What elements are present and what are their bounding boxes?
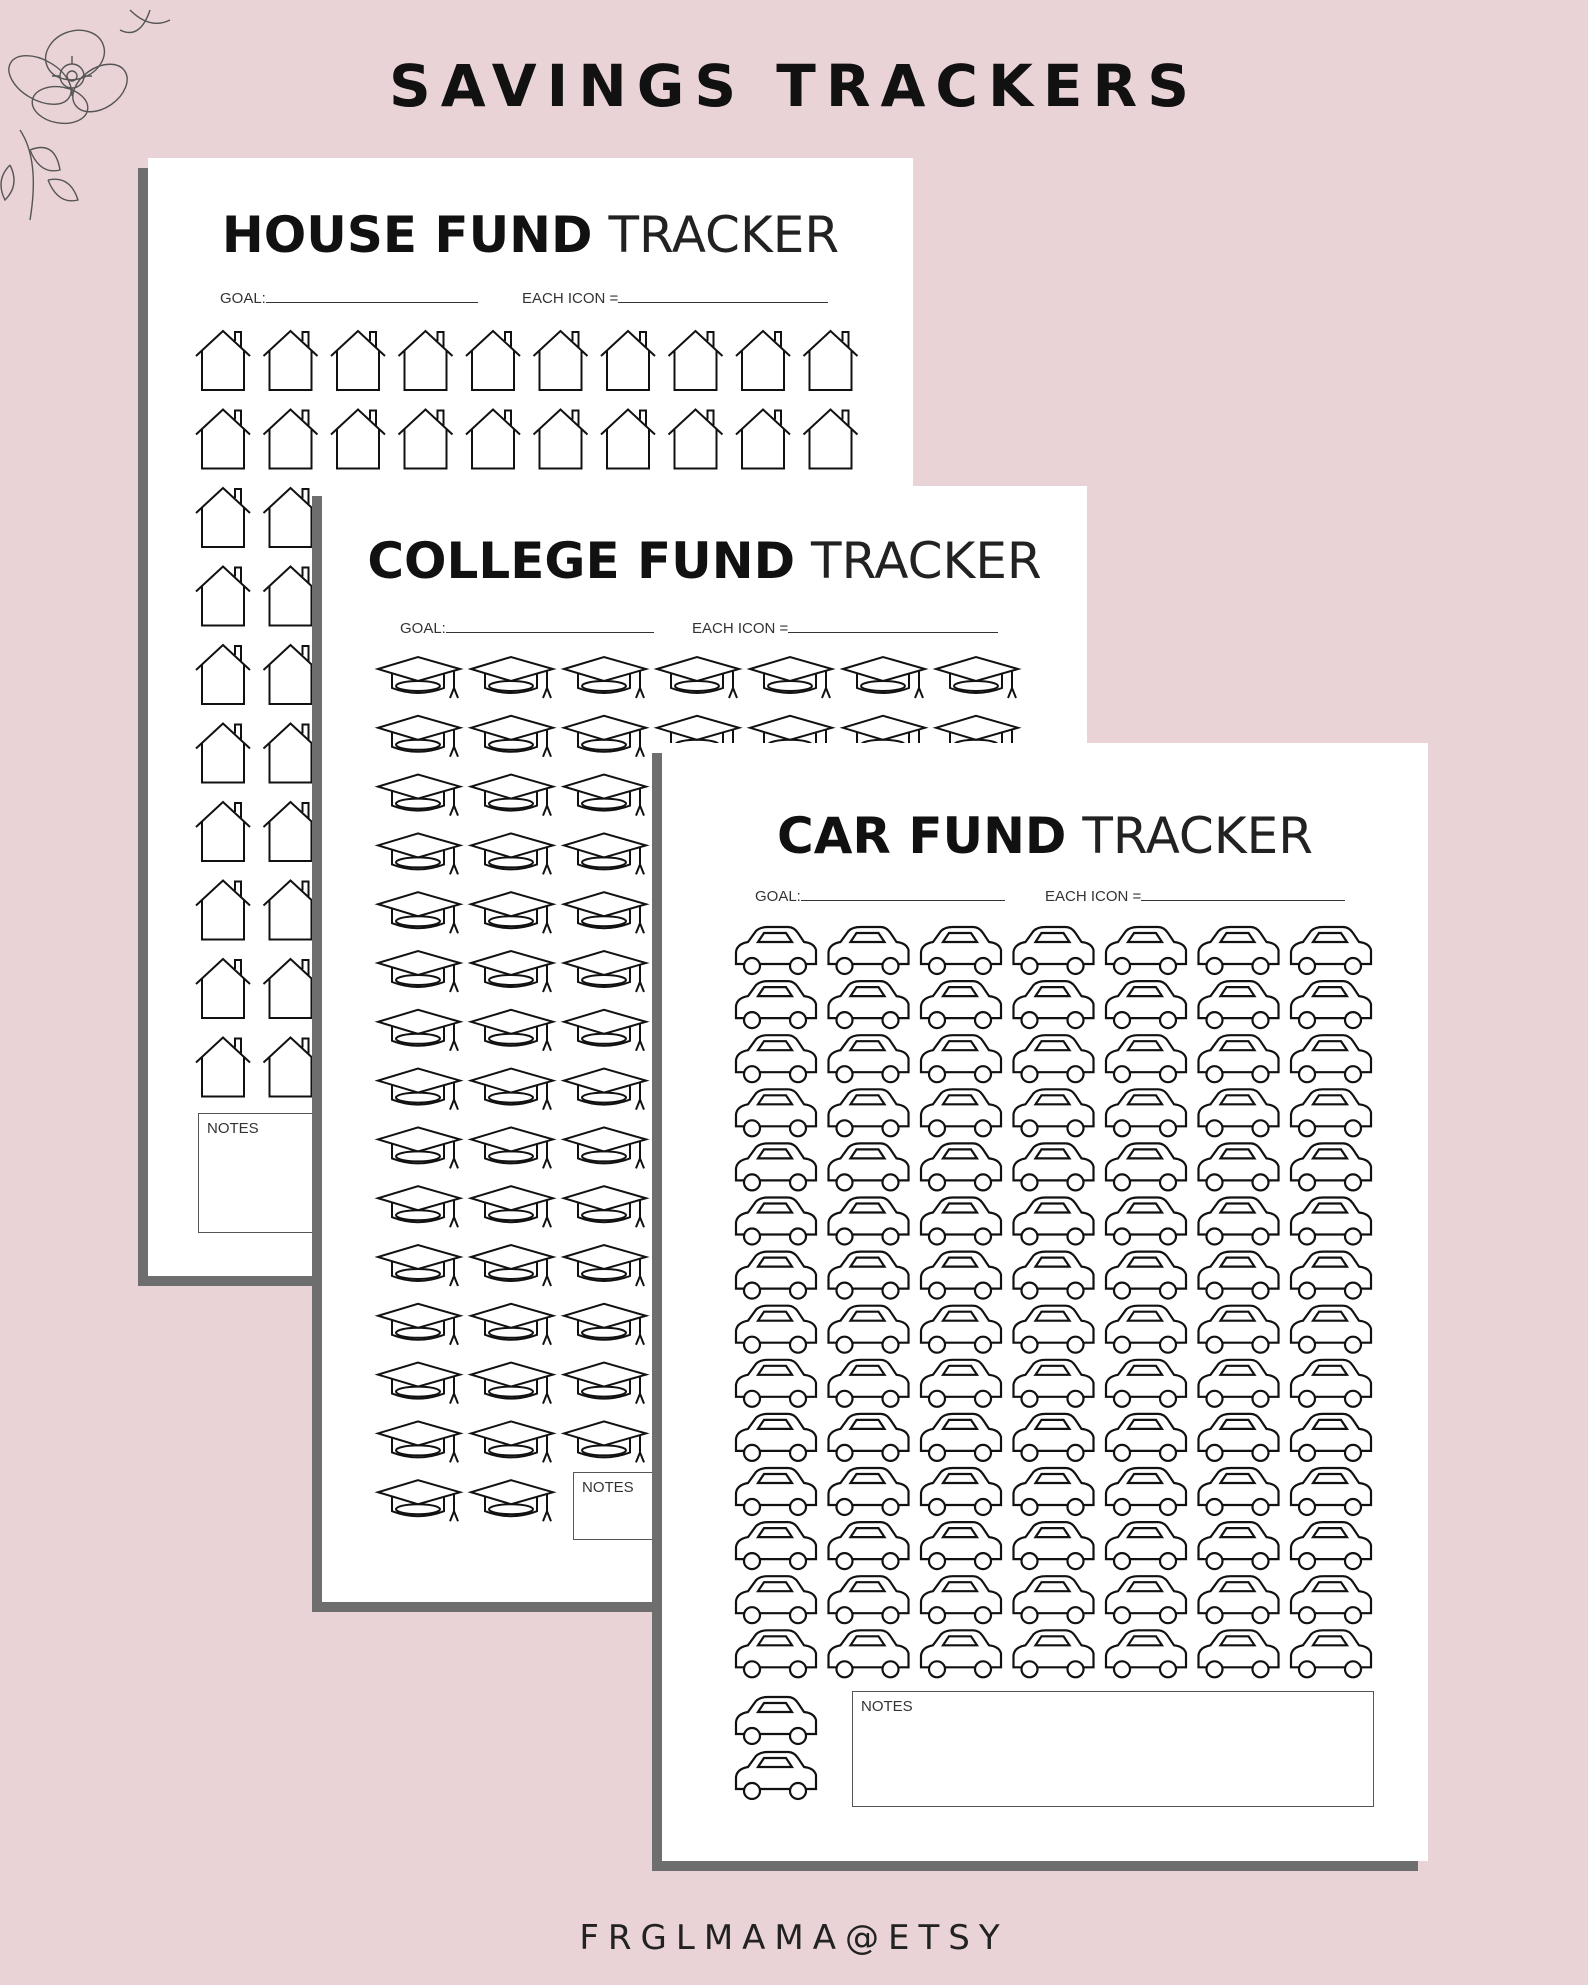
car-icon[interactable] [921, 1468, 1001, 1515]
car-icon[interactable] [829, 1360, 909, 1407]
graduation-cap-icon[interactable] [378, 1245, 460, 1286]
car-icon[interactable] [736, 1697, 816, 1744]
goal-label: GOAL: [755, 888, 801, 905]
car-icon[interactable] [1291, 1522, 1371, 1569]
house-icon[interactable] [669, 331, 723, 390]
car-icon[interactable] [1014, 1576, 1094, 1623]
car-icon[interactable] [829, 1089, 909, 1136]
goal-label: GOAL: [220, 290, 266, 307]
car-icon[interactable] [736, 1752, 816, 1799]
graduation-cap-icon[interactable] [471, 1304, 553, 1345]
graduation-cap-icon[interactable] [564, 892, 646, 933]
house-icon[interactable] [264, 724, 318, 783]
car-icon[interactable] [1199, 1143, 1279, 1190]
car-icon[interactable] [736, 1360, 816, 1407]
car-icon[interactable] [736, 1468, 816, 1515]
car-icon[interactable] [1106, 1143, 1186, 1190]
car-icon[interactable] [1199, 927, 1279, 974]
house-icon[interactable] [196, 331, 250, 390]
car-icon[interactable] [921, 1576, 1001, 1623]
car-icon[interactable] [1291, 1306, 1371, 1353]
house-icon[interactable] [331, 410, 385, 469]
notes-label: NOTES [582, 1479, 634, 1496]
house-icon[interactable] [196, 410, 250, 469]
car-icon[interactable] [921, 1252, 1001, 1299]
car-icon[interactable] [921, 1035, 1001, 1082]
car-icon[interactable] [829, 1576, 909, 1623]
car-icon[interactable] [736, 927, 816, 974]
car-icon[interactable] [1106, 1252, 1186, 1299]
car-icon[interactable] [1014, 1468, 1094, 1515]
graduation-cap-icon[interactable] [471, 1186, 553, 1227]
house-icon[interactable] [804, 410, 858, 469]
car-icon[interactable] [1106, 927, 1186, 974]
car-icon[interactable] [1014, 1143, 1094, 1190]
house-icon[interactable] [534, 331, 588, 390]
car-icon[interactable] [736, 1630, 816, 1677]
car-icon[interactable] [829, 1198, 909, 1245]
car-icon[interactable] [829, 1143, 909, 1190]
sheet-title-light: TRACKER [811, 532, 1042, 590]
car-icon[interactable] [1199, 1306, 1279, 1353]
car-icon[interactable] [1291, 1198, 1371, 1245]
car-icon[interactable] [1106, 1089, 1186, 1136]
graduation-cap-icon[interactable] [564, 1186, 646, 1227]
car-icon[interactable] [829, 1630, 909, 1677]
house-icon[interactable] [331, 331, 385, 390]
house-icon[interactable] [399, 331, 453, 390]
house-icon[interactable] [601, 331, 655, 390]
graduation-cap-icon[interactable] [471, 1363, 553, 1404]
car-icon[interactable] [1199, 1414, 1279, 1461]
car-icon[interactable] [829, 1035, 909, 1082]
car-icon[interactable] [1199, 981, 1279, 1028]
house-icon[interactable] [264, 331, 318, 390]
house-icon[interactable] [196, 881, 250, 940]
sheet-title-light: TRACKER [1082, 807, 1313, 865]
car-icon[interactable] [1106, 1035, 1186, 1082]
graduation-cap-icon[interactable] [564, 951, 646, 992]
car-icon[interactable] [1199, 1198, 1279, 1245]
car-icon[interactable] [829, 1306, 909, 1353]
notes-label: NOTES [207, 1120, 259, 1137]
car-icon[interactable] [1106, 1522, 1186, 1569]
car-icon[interactable] [921, 1143, 1001, 1190]
notes-label: NOTES [861, 1698, 913, 1715]
graduation-cap-icon[interactable] [471, 1069, 553, 1110]
car-icon[interactable] [736, 1198, 816, 1245]
graduation-cap-icon[interactable] [378, 1304, 460, 1345]
graduation-cap-icon[interactable] [843, 657, 925, 698]
house-icon[interactable] [399, 410, 453, 469]
graduation-cap-icon[interactable] [471, 657, 553, 698]
car-icon[interactable] [1291, 1360, 1371, 1407]
car-icon[interactable] [736, 1252, 816, 1299]
house-icon[interactable] [264, 1038, 318, 1097]
car-icon[interactable] [1106, 1414, 1186, 1461]
car-icon[interactable] [1199, 1089, 1279, 1136]
house-icon[interactable] [196, 959, 250, 1018]
graduation-cap-icon[interactable] [471, 1480, 553, 1521]
car-icon[interactable] [1199, 1035, 1279, 1082]
car-icon[interactable] [921, 1630, 1001, 1677]
car-icon[interactable] [921, 1306, 1001, 1353]
graduation-cap-icon[interactable] [564, 1421, 646, 1462]
each-icon-label: EACH ICON = [692, 620, 789, 637]
graduation-cap-icon[interactable] [378, 1186, 460, 1227]
house-icon[interactable] [264, 802, 318, 861]
graduation-cap-icon[interactable] [378, 657, 460, 698]
graduation-cap-icon[interactable] [564, 1363, 646, 1404]
car-icon[interactable] [1106, 1360, 1186, 1407]
graduation-cap-icon[interactable] [378, 892, 460, 933]
sheet-title-bold: CAR FUND [777, 807, 1067, 865]
house-icon[interactable] [264, 881, 318, 940]
graduation-cap-icon[interactable] [564, 775, 646, 816]
car-icon[interactable] [1106, 1576, 1186, 1623]
car-icon[interactable] [921, 981, 1001, 1028]
car-icon[interactable] [1014, 1089, 1094, 1136]
car-icon[interactable] [1014, 1414, 1094, 1461]
car-icon[interactable] [1199, 1468, 1279, 1515]
house-icon[interactable] [736, 331, 790, 390]
car-icon[interactable] [921, 1089, 1001, 1136]
graduation-cap-icon[interactable] [936, 657, 1018, 698]
car-icon[interactable] [736, 1143, 816, 1190]
car-icon[interactable] [921, 1522, 1001, 1569]
car-icon[interactable] [736, 1522, 816, 1569]
car-icon[interactable] [736, 981, 816, 1028]
house-icon[interactable] [196, 802, 250, 861]
graduation-cap-icon[interactable] [378, 716, 460, 757]
car-icon[interactable] [1106, 1306, 1186, 1353]
house-icon[interactable] [264, 410, 318, 469]
graduation-cap-icon[interactable] [564, 657, 646, 698]
car-icon[interactable] [921, 1414, 1001, 1461]
car-icon[interactable] [1014, 1252, 1094, 1299]
car-icon[interactable] [829, 981, 909, 1028]
car-icon[interactable] [1199, 1522, 1279, 1569]
graduation-cap-icon[interactable] [378, 1421, 460, 1462]
car-icon[interactable] [1106, 1468, 1186, 1515]
car-icon[interactable] [1199, 1576, 1279, 1623]
house-icon[interactable] [466, 331, 520, 390]
car-icon[interactable] [1291, 1089, 1371, 1136]
house-icon[interactable] [196, 1038, 250, 1097]
car-icon[interactable] [1291, 1143, 1371, 1190]
car-icon[interactable] [1014, 1360, 1094, 1407]
graduation-cap-icon[interactable] [750, 657, 832, 698]
house-icon[interactable] [534, 410, 588, 469]
car-icon[interactable] [1014, 1630, 1094, 1677]
car-icon[interactable] [1014, 981, 1094, 1028]
graduation-cap-icon[interactable] [378, 1127, 460, 1168]
house-icon[interactable] [601, 410, 655, 469]
house-icon[interactable] [264, 567, 318, 626]
graduation-cap-icon[interactable] [564, 833, 646, 874]
car-icon[interactable] [1014, 1522, 1094, 1569]
footer-shop-name: FRGLMAMA@ETSY [579, 1918, 1009, 1958]
car-icon[interactable] [921, 1360, 1001, 1407]
graduation-cap-icon[interactable] [471, 951, 553, 992]
car-icon[interactable] [1291, 1252, 1371, 1299]
car-icon[interactable] [736, 1576, 816, 1623]
car-icon[interactable] [1291, 1630, 1371, 1677]
graduation-cap-icon[interactable] [564, 1304, 646, 1345]
graduation-cap-icon[interactable] [564, 1010, 646, 1051]
car-icon[interactable] [1291, 1576, 1371, 1623]
car-icon[interactable] [1014, 927, 1094, 974]
car-icon[interactable] [1291, 1468, 1371, 1515]
car-icon[interactable] [1106, 1630, 1186, 1677]
car-icon[interactable] [829, 1522, 909, 1569]
graduation-cap-icon[interactable] [378, 1363, 460, 1404]
car-icon[interactable] [1106, 981, 1186, 1028]
car-icon[interactable] [736, 1089, 816, 1136]
car-icon[interactable] [1199, 1252, 1279, 1299]
graduation-cap-icon[interactable] [657, 657, 739, 698]
graduation-cap-icon[interactable] [471, 1127, 553, 1168]
house-icon[interactable] [264, 645, 318, 704]
sheet-title-light: TRACKER [608, 206, 840, 264]
page-title: SAVINGS TRACKERS [389, 52, 1199, 120]
graduation-cap-icon[interactable] [471, 1010, 553, 1051]
sheet-title-bold: HOUSE FUND [221, 206, 593, 264]
car-icon[interactable] [1014, 1198, 1094, 1245]
graduation-cap-icon[interactable] [471, 833, 553, 874]
car-icon[interactable] [736, 1035, 816, 1082]
graduation-cap-icon[interactable] [378, 1480, 460, 1521]
graduation-cap-icon[interactable] [471, 892, 553, 933]
car-icon[interactable] [1106, 1198, 1186, 1245]
car-icon[interactable] [736, 1414, 816, 1461]
graduation-cap-icon[interactable] [564, 1069, 646, 1110]
car-icon[interactable] [1291, 1035, 1371, 1082]
graduation-cap-icon[interactable] [564, 1127, 646, 1168]
car-icon[interactable] [1291, 1414, 1371, 1461]
graduation-cap-icon[interactable] [564, 1245, 646, 1286]
graduation-cap-icon[interactable] [564, 716, 646, 757]
car-icon[interactable] [1199, 1630, 1279, 1677]
house-icon[interactable] [264, 959, 318, 1018]
house-icon[interactable] [804, 331, 858, 390]
house-icon[interactable] [669, 410, 723, 469]
car-icon[interactable] [1014, 1035, 1094, 1082]
car-icon[interactable] [1014, 1306, 1094, 1353]
graduation-cap-icon[interactable] [378, 833, 460, 874]
graduation-cap-icon[interactable] [378, 951, 460, 992]
house-icon[interactable] [264, 488, 318, 547]
car-icon[interactable] [829, 1252, 909, 1299]
each-icon-label: EACH ICON = [1045, 888, 1142, 905]
graduation-cap-icon[interactable] [471, 716, 553, 757]
car-icon[interactable] [829, 1414, 909, 1461]
house-icon[interactable] [196, 724, 250, 783]
graduation-cap-icon[interactable] [378, 1069, 460, 1110]
house-icon[interactable] [196, 488, 250, 547]
graduation-cap-icon[interactable] [378, 1010, 460, 1051]
house-icon[interactable] [736, 410, 790, 469]
house-icon[interactable] [196, 645, 250, 704]
graduation-cap-icon[interactable] [378, 775, 460, 816]
graduation-cap-icon[interactable] [471, 1245, 553, 1286]
car-icon[interactable] [921, 1198, 1001, 1245]
house-icon[interactable] [466, 410, 520, 469]
graduation-cap-icon[interactable] [471, 775, 553, 816]
house-icon[interactable] [196, 567, 250, 626]
car-icon[interactable] [1199, 1360, 1279, 1407]
each-icon-label: EACH ICON = [522, 290, 619, 307]
graduation-cap-icon[interactable] [471, 1421, 553, 1462]
car-icon[interactable] [1291, 981, 1371, 1028]
car-icon[interactable] [921, 927, 1001, 974]
car-icon[interactable] [829, 927, 909, 974]
goal-label: GOAL: [400, 620, 446, 637]
car-icon[interactable] [829, 1468, 909, 1515]
car-icon[interactable] [736, 1306, 816, 1353]
notes-box[interactable] [852, 1691, 1374, 1807]
car-icon[interactable] [1291, 927, 1371, 974]
sheet-title-bold: COLLEGE FUND [367, 532, 796, 590]
car-fund-sheet [662, 743, 1428, 1861]
